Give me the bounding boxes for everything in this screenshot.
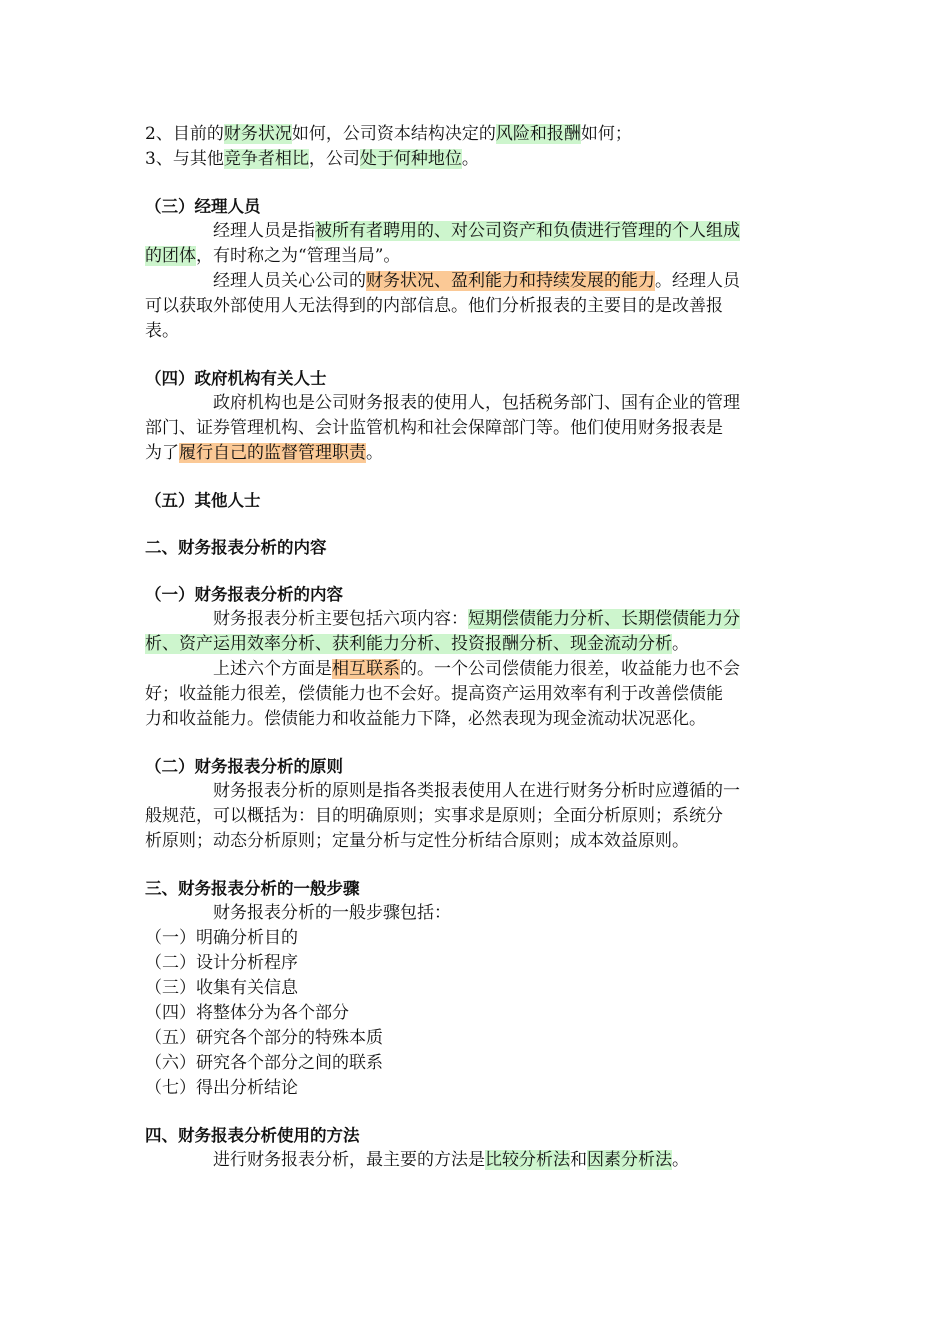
list-item: （四）将整体分为各个部分	[145, 1003, 349, 1023]
paragraph-line	[145, 1148, 809, 1173]
list-item: （一）明确分析目的	[145, 928, 298, 948]
highlight-green: 处于何种地位	[359, 149, 462, 169]
paragraph-line: 财务报表分析的一般步骤包括：	[213, 903, 451, 923]
paragraph-line	[145, 607, 809, 632]
text-segment: 2、目前的	[145, 124, 224, 144]
highlight-orange: 履行自己的监督管理职责	[179, 443, 366, 463]
highlight-green: 析、资产运用效率分析、获利能力分析、投资报酬分析、现金流动分析	[145, 634, 672, 654]
subsection-heading-content: （一）财务报表分析的内容	[145, 585, 343, 604]
section-heading-part2: 二、财务报表分析的内容	[145, 538, 327, 557]
paragraph-line	[145, 269, 809, 294]
paragraph-line	[145, 657, 809, 682]
highlight-green: 比较分析法	[485, 1150, 570, 1170]
text-segment: 进行财务报表分析，最主要的方法是	[213, 1150, 485, 1170]
text-segment: 财务报表分析主要包括六项内容：	[213, 609, 468, 629]
text-segment: 上述六个方面是	[213, 659, 332, 679]
line-item-2	[145, 122, 809, 147]
list-item: （三）收集有关信息	[145, 978, 298, 998]
section-heading-part4: 四、财务报表分析使用的方法	[145, 1126, 360, 1145]
section-heading-government: （四）政府机构有关人士	[145, 369, 327, 388]
highlight-green: 竞争者相比	[223, 149, 309, 169]
highlight-green: 短期偿债能力分析、长期偿债能力分	[468, 609, 740, 629]
text-segment: 。	[672, 1150, 689, 1170]
text-segment: ，公司	[308, 149, 360, 169]
paragraph-line: 部门、证券管理机构、会计监管机构和社会保障部门等。他们使用财务报表是	[145, 418, 723, 438]
text-segment: 经理人员关心公司的	[213, 271, 366, 291]
text-segment: 3、与其他	[145, 149, 224, 169]
section-heading-others: （五）其他人士	[145, 491, 261, 510]
paragraph-line: 般规范，可以概括为：目的明确原则；实事求是原则；全面分析原则；系统分	[145, 806, 723, 826]
paragraph-line	[145, 219, 809, 244]
section-heading-part3: 三、财务报表分析的一般步骤	[145, 879, 360, 898]
highlight-green: 风险和报酬	[495, 124, 581, 144]
highlight-green: 因素分析法	[587, 1150, 672, 1170]
text-segment: 和	[570, 1150, 587, 1170]
highlight-orange: 财务状况、盈利能力和持续发展的能力	[366, 271, 655, 291]
text-segment: 。	[672, 634, 689, 654]
text-segment: 。经理人员	[655, 271, 740, 291]
paragraph-line	[145, 632, 809, 657]
highlight-green: 财务状况	[223, 124, 292, 144]
list-item: （五）研究各个部分的特殊本质	[145, 1028, 383, 1048]
subsection-heading-principles: （二）财务报表分析的原则	[145, 757, 343, 776]
text-segment: 的。一个公司偿债能力很差，收益能力也不会	[400, 659, 740, 679]
paragraph-line: 力和收益能力。偿债能力和收益能力下降，必然表现为现金流动状况恶化。	[145, 709, 706, 729]
text-segment: 。	[366, 443, 383, 463]
line-item-3	[145, 147, 809, 172]
list-item: （七）得出分析结论	[145, 1078, 298, 1098]
highlight-green: 被所有者聘用的、对公司资产和负债进行管理的个人组成	[315, 221, 740, 241]
list-item: （六）研究各个部分之间的联系	[145, 1053, 383, 1073]
highlight-green: 的团体	[145, 246, 196, 266]
text-segment: 如何，公司资本结构决定的	[291, 124, 496, 144]
text-segment: ，有时称之为“管理当局”。	[196, 246, 401, 266]
document-page	[145, 122, 809, 1173]
paragraph-line: 析原则；动态分析原则；定量分析与定性分析结合原则；成本效益原则。	[145, 831, 689, 851]
paragraph-line	[145, 441, 809, 466]
paragraph-line: 财务报表分析的原则是指各类报表使用人在进行财务分析时应遵循的一	[213, 781, 740, 801]
text-segment: 为了	[145, 443, 179, 463]
list-item: （二）设计分析程序	[145, 953, 298, 973]
text-segment: 经理人员是指	[213, 221, 315, 241]
highlight-orange: 相互联系	[332, 659, 400, 679]
section-heading-managers: （三）经理人员	[145, 197, 261, 216]
paragraph-line: 可以获取外部使用人无法得到的内部信息。他们分析报表的主要目的是改善报	[145, 296, 723, 316]
text-segment: 。	[461, 149, 479, 169]
paragraph-line: 政府机构也是公司财务报表的使用人，包括税务部门、国有企业的管理	[213, 393, 740, 413]
text-segment: 如何；	[580, 124, 632, 144]
paragraph-line	[145, 244, 809, 269]
paragraph-line: 好；收益能力很差，偿债能力也不会好。提高资产运用效率有利于改善偿债能	[145, 684, 723, 704]
paragraph-line: 表。	[145, 321, 179, 341]
